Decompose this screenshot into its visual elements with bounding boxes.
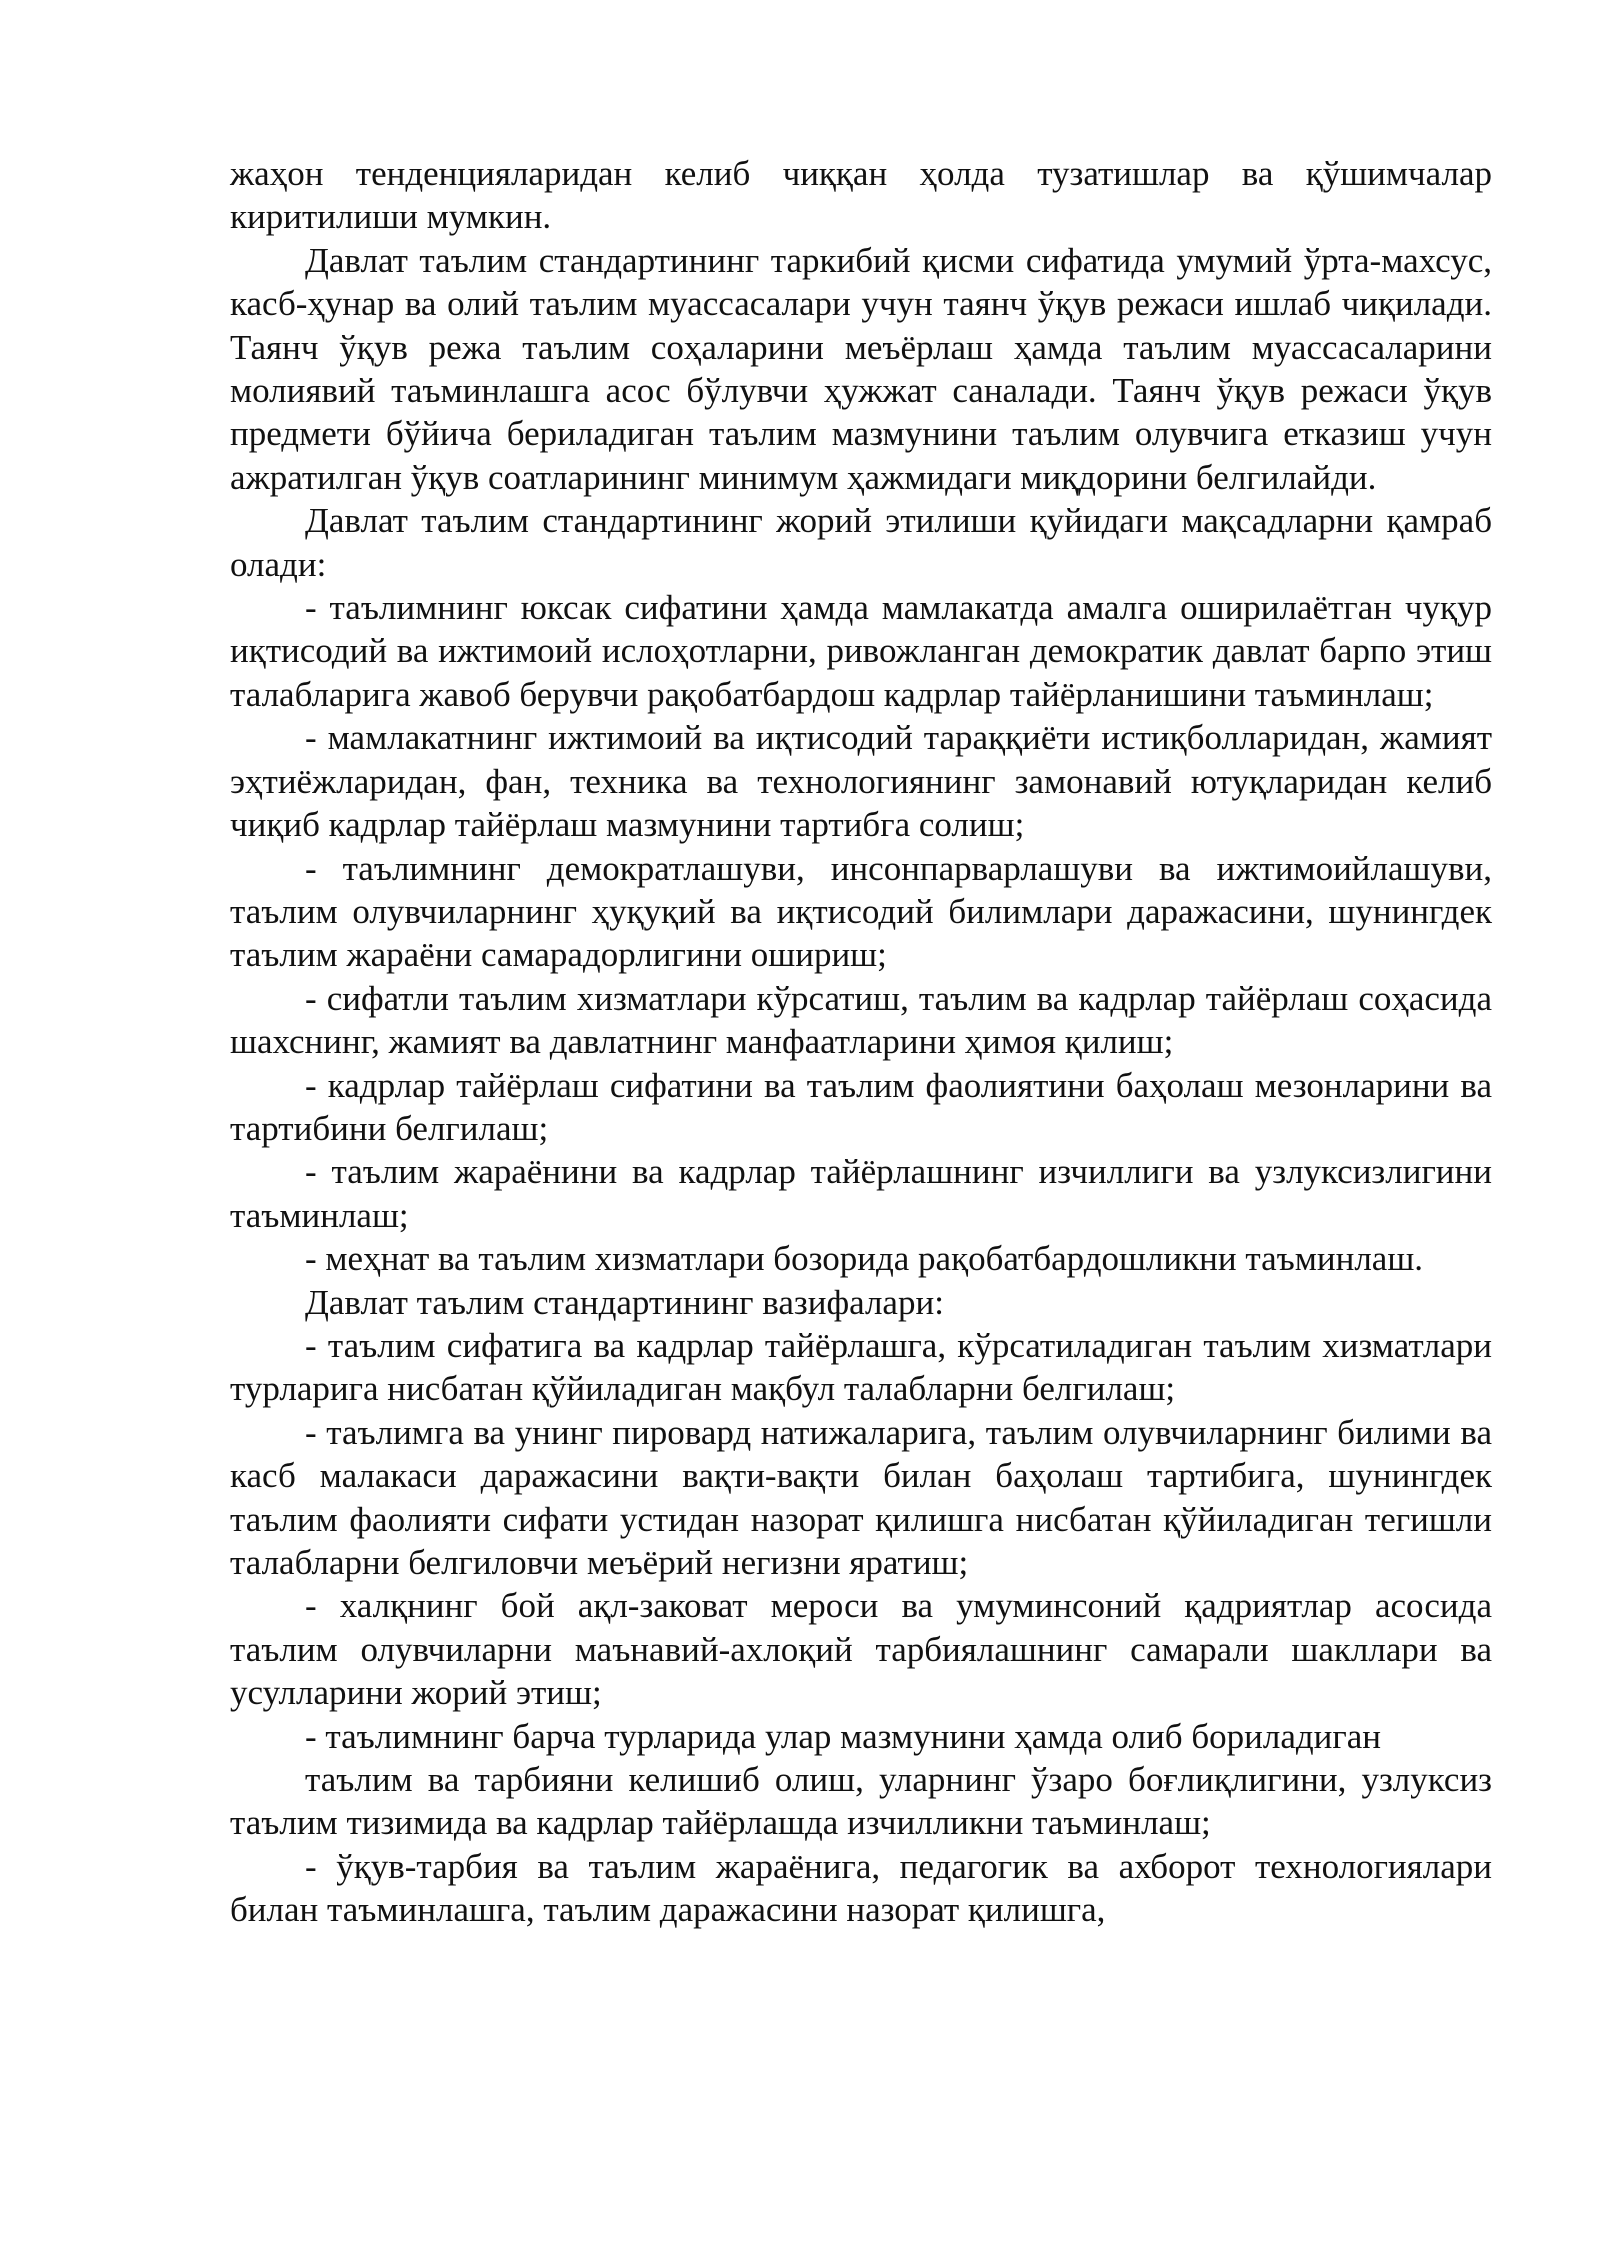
goal-item: - таълим жараёнини ва кадрлар тайёрлашнинг изчиллиги ва узлуксизлигини таъминлаш; xyxy=(230,1152,1492,1235)
task-item: - таълим сифатига ва кадрлар тайёрлашга, кўрсатиладиган таълим хизматлари турларига нисбатан қўйиладиган мақбул талабларни белгилаш; xyxy=(230,1325,1492,1409)
paragraph-tasks-intro: Давлат таълим стандартининг вазифалари: xyxy=(305,1282,944,1322)
goal-item: - меҳнат ва таълим хизматлари бозорида рақобатбардошликни таъминлаш. xyxy=(305,1239,1424,1279)
task-item-continuation: таълим ва тарбияни келишиб олиш, уларнинг ўзаро боғлиқлигини, узлуксиз таълим тизимида ва кадрлар тайёрлашда изчилликни таъминлаш; xyxy=(230,1760,1492,1843)
goal-item: - мамлакатнинг ижтимоий ва иқтисодий тараққиёти истиқболларидан, жамият эҳтиёжларидан, фан, техника ва технологиянинг замонавий ютуқларидан келиб чиқиб кадрлар тайёрлаш мазмунини тартибга солиш; xyxy=(230,718,1492,845)
task-item: - халқнинг бой ақл-заковат мероси ва умуминсоний қадриятлар асосида таълим олувчиларни маънавий-ахлоқий тарбиялашнинг самарали шакллари ва усулларини жорий этиш; xyxy=(230,1586,1492,1713)
paragraph-continuation: жаҳон тенденцияларидан келиб чиққан ҳолда тузатишлар ва қўшимчалар киритилиши мумкин. xyxy=(230,154,1492,237)
paragraph-curriculum: Давлат таълим стандартининг таркибий қисми сифатида умумий ўрта-махсус, касб-ҳунар ва олий таълим муассасалари учун таянч ўқув режаси ишлаб чиқилади. Таянч ўқув режа таълим соҳаларини меъёрлаш ҳамда таълим муассасаларини молиявий таъминлашга асос бўлувчи ҳужжат саналади. Таянч ўқув режаси ўқув предмети бўйича бериладиган таълим мазмунини таълим олувчига етказиш учун ажратилган ўқув соатларининг минимум ҳажмидаги миқдорини белгилайди. xyxy=(230,240,1492,497)
goal-item: - сифатли таълим хизматлари кўрсатиш, таълим ва кадрлар тайёрлаш соҳасида шахснинг, жамият ва давлатнинг манфаатларини ҳимоя қилиш; xyxy=(230,978,1492,1062)
document-body xyxy=(230,152,1492,1932)
goal-item: - таълимнинг юксак сифатини ҳамда мамлакатда амалга оширилаётган чуқур иқтисодий ва ижтимоий ислоҳотларни, ривожланган демократик давлат барпо этиш талабларига жавоб берувчи рақобатбардош кадрлар тайёрланишини таъминлаш; xyxy=(230,588,1492,714)
task-item: - ўқув-тарбия ва таълим жараёнига, педагогик ва ахборот технологиялари билан таъминлашга, таълим даражасини назорат қилишга, xyxy=(230,1846,1492,1930)
task-item: - таълимнинг барча турларида улар мазмунини ҳамда олиб бориладиган xyxy=(305,1716,1382,1756)
goal-item: - кадрлар тайёрлаш сифатини ва таълим фаолиятини баҳолаш мезонларини ва тартибини белгилаш; xyxy=(230,1065,1492,1148)
goal-item: - таълимнинг демократлашуви, инсонпарварлашуви ва ижтимоийлашуви, таълим олувчиларнинг ҳуқуқий ва иқтисодий билимлари даражасини, шунингдек таълим жараёни самарадорлигини ошириш; xyxy=(230,848,1492,975)
task-item: - таълимга ва унинг пировард натижаларига, таълим олувчиларнинг билими ва касб малакаси даражасини вақти-вақти билан баҳолаш тартибига, шунингдек таълим фаолияти сифати устидан назорат қилишга нисбатан қўйиладиган тегишли талабларни белгиловчи меъёрий негизни яратиш; xyxy=(230,1412,1492,1582)
paragraph-goals-intro: Давлат таълим стандартининг жорий этилиши қуйидаги мақсадларни қамраб олади: xyxy=(230,501,1492,584)
